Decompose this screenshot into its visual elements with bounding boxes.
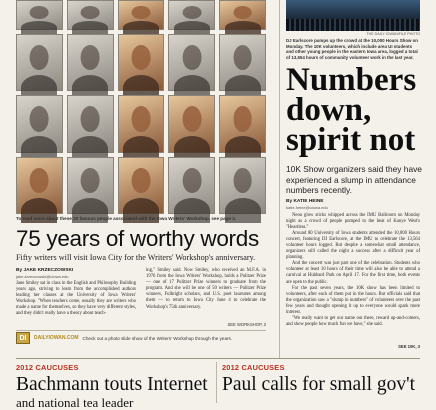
portrait-head-shape bbox=[132, 45, 151, 70]
portrait-head-shape bbox=[132, 6, 151, 19]
workshop-body-column-2: ing," Smiley said. Now Smiley, who received an M.F.A. in 1976 from the Iowa Writers' Workshop, holds a Pulitzer Prize — one of 17 Pulitzer Prize winners to graduate from the program. And she will be one of 50 writers — Pulitzer Prize winners, Fulbright scholars, and U.S. poet laureates among them — to return to Iowa City June 4 to celebrate the Workshop's 75th anniversary. bbox=[146, 268, 266, 310]
portrait-head-shape bbox=[30, 45, 49, 70]
author-portrait[interactable] bbox=[67, 0, 114, 30]
portrait-head-shape bbox=[81, 106, 100, 131]
portrait-head-shape bbox=[233, 6, 252, 19]
portrait-head-shape bbox=[233, 168, 252, 193]
portrait-shoulders-shape bbox=[123, 21, 159, 34]
lead-deck: 10K Show organizers said they have experienced a slump in attendance numbers recently. bbox=[286, 164, 422, 196]
portrait-head-shape bbox=[182, 168, 201, 193]
author-portrait[interactable] bbox=[219, 0, 266, 30]
promo-text: Check out a photo slide show of the Writers' Workshop through the years. bbox=[82, 335, 233, 341]
bachmann-headline[interactable]: Bachmann touts Internet bbox=[16, 374, 208, 395]
lead-jump-link[interactable]: SEE 10K, 3 bbox=[398, 344, 420, 349]
author-portrait[interactable] bbox=[118, 157, 165, 214]
author-portrait-grid bbox=[16, 0, 266, 214]
portrait-head-shape bbox=[30, 6, 49, 19]
lead-byline: By KATIE HEINE bbox=[286, 199, 324, 204]
author-portrait[interactable] bbox=[16, 0, 63, 30]
author-portrait[interactable] bbox=[16, 95, 63, 152]
concert-crowd-photo[interactable] bbox=[286, 0, 420, 31]
author-portrait[interactable] bbox=[168, 0, 215, 30]
promo-site-link[interactable]: DAILYIOWAN.COM bbox=[34, 335, 79, 341]
author-portrait[interactable] bbox=[16, 157, 63, 214]
di-logo-icon: DI bbox=[16, 332, 30, 344]
column-divider bbox=[279, 0, 280, 358]
author-portrait[interactable] bbox=[168, 95, 215, 152]
workshop-byline: By JAKE KRZECZOWSKI bbox=[16, 268, 74, 273]
portrait-head-shape bbox=[182, 6, 201, 19]
photo-credit: THE DAILY IOWAN/FILE PHOTO bbox=[366, 32, 420, 36]
author-portrait[interactable] bbox=[118, 95, 165, 152]
bachmann-kicker: 2012 CAUCUSES bbox=[16, 363, 79, 372]
portrait-head-shape bbox=[233, 106, 252, 131]
concert-photo-caption: DJ Earlscore pumps up the crowd at the 10,000 Hours Show on Monday. The 10K volunteers, which include area UI students and other young people in the eastern Iowa area, logged a total of 13,654 hours of community volunteer work in the last year. bbox=[286, 38, 418, 60]
workshop-body-column-1: Jane Smiley sat in class in the English and Philosophy Building years ago, striving to learn from the accomplished authors leading her classes at the University of Iowa Writers' Workshop. "When teachers come, usually they are writers who made a name for themselves, so they have very different styles, and they didn't really have a theory about teach- bbox=[16, 281, 136, 317]
portrait-head-shape bbox=[132, 106, 151, 131]
author-portrait[interactable] bbox=[168, 34, 215, 91]
author-portrait[interactable] bbox=[219, 157, 266, 214]
portrait-head-shape bbox=[132, 168, 151, 193]
lead-paragraph: For the past seven years, the 10K show has been limited to volunteers, after each of them put in the hours. But officials said that the organization saw a "slump in numbers" of volunteers over the past few years and thought opening it up to everyone would spark more interest. bbox=[286, 285, 420, 315]
workshop-headline[interactable]: 75 years of worthy words bbox=[16, 226, 259, 251]
author-portrait[interactable] bbox=[16, 34, 63, 91]
workshop-byline-email[interactable]: jake-krzeczowski@uiowa.edu bbox=[16, 274, 69, 279]
author-portrait[interactable] bbox=[219, 95, 266, 152]
portrait-head-shape bbox=[30, 106, 49, 131]
portrait-head-shape bbox=[81, 6, 100, 19]
author-portrait[interactable] bbox=[67, 95, 114, 152]
portrait-head-shape bbox=[81, 45, 100, 70]
lead-byline-email[interactable]: katie-heine@uiowa.edu bbox=[286, 205, 328, 210]
workshop-jump-link[interactable]: SEE WORKSHOP, 3 bbox=[227, 322, 266, 327]
author-portrait[interactable] bbox=[118, 34, 165, 91]
lead-paragraph: And the concert was just part one of the celebration. Students who volunteer at least 10 hours of their time will also be able to attend a carnival at Hubbard Park on April 17. For the first time, both events are open to the public. bbox=[286, 261, 420, 285]
bottom-column-divider bbox=[216, 362, 217, 403]
portrait-head-shape bbox=[81, 168, 100, 193]
author-portrait[interactable] bbox=[219, 34, 266, 91]
portrait-shoulders-shape bbox=[72, 21, 108, 34]
portrait-shoulders-shape bbox=[225, 21, 261, 34]
lead-headline[interactable]: Numbers down, spirit not bbox=[286, 62, 417, 158]
portrait-head-shape bbox=[30, 168, 49, 193]
portrait-shoulders-shape bbox=[174, 21, 210, 34]
bachmann-headline-line-2[interactable]: and national tea leader bbox=[16, 395, 134, 410]
author-portrait[interactable] bbox=[118, 0, 165, 30]
online-promo-bar[interactable] bbox=[16, 330, 266, 345]
lead-body-text bbox=[286, 213, 420, 328]
portrait-caption: To read more about these 20 famous people associated with the Iowa Writers' Workshop, see page 3. bbox=[16, 216, 237, 221]
portrait-head-shape bbox=[182, 106, 201, 131]
lead-paragraph: Neon glow sticks whipped across the IMU Ballroom on Monday night as a crowd of people pumped to the beat of Kanye West's "Heartless." bbox=[286, 213, 420, 231]
author-portrait[interactable] bbox=[168, 157, 215, 214]
lead-paragraph: Around 80 University of Iowa students attended the 10,000 Hours concert, featuring DJ Earlscore, at the IMU to celebrate the 13,564 volunteer hours logged. But despite a somewhat small attendance, organizers still called the night a success after a difficult year of planning. bbox=[286, 231, 420, 261]
author-portrait[interactable] bbox=[67, 157, 114, 214]
paul-kicker: 2012 CAUCUSES bbox=[222, 363, 285, 372]
paul-headline[interactable]: Paul calls for small gov't bbox=[222, 374, 416, 395]
workshop-deck: Fifty writers will visit Iowa City for the Writers' Workshop's anniversary. bbox=[16, 253, 256, 262]
section-divider bbox=[16, 358, 420, 359]
crowd-silhouette bbox=[286, 19, 420, 31]
portrait-head-shape bbox=[182, 45, 201, 70]
portrait-shoulders-shape bbox=[21, 21, 57, 34]
lead-paragraph: "We really want to get our name out there, reward up-and-comers, and show people how much fun we have," she said. bbox=[286, 315, 420, 327]
portrait-head-shape bbox=[233, 45, 252, 70]
author-portrait[interactable] bbox=[67, 34, 114, 91]
